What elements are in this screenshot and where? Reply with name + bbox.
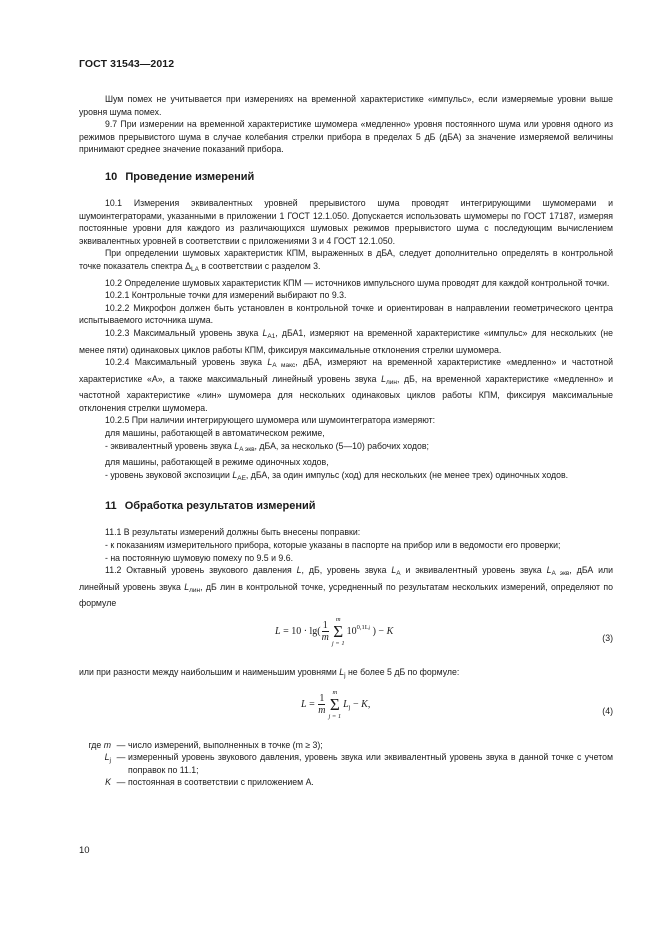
text-run: , дБА1, измеряют на временной характеристике «импульс» для нескольких (не менее пяти) одинаковых циклов работы КПМ, фиксируя максимальные отклонения стрелки шумомера. (79, 327, 613, 355)
paragraph: 10.2.5 При наличии интегрирующего шумомера или шумоинтегратора измеряют: (105, 415, 436, 426)
subscript: LA (190, 265, 199, 273)
symbol: L (381, 373, 386, 384)
denominator: m (318, 704, 326, 716)
paragraph (79, 440, 613, 457)
symbol: L (343, 698, 349, 710)
text-run: , дБ, на временной характеристике «медленно» и частотной характеристике «лин» шумомера для нескольких одинаковых циклов работы КПМ, фиксируя максимальные отклонения стрелки шумомера. (79, 373, 613, 413)
symbol: L (301, 698, 307, 710)
text-run: - эквивалентный уровень звука (105, 440, 235, 451)
paragraph: Шум помех не учитывается при измерениях на временной характеристике «импульс», если измеряемые уровни выше уровня шума помех. (79, 94, 613, 117)
exponent-text: 0,1L (356, 624, 369, 632)
paragraph: - на постоянную шумовую помеху по 9.5 и 9.6. (105, 552, 294, 563)
text-run: , дБА, измеряют на временной характеристике «медленно» и частотной характеристике «А», а также максимальный линейный уровень звука (79, 357, 613, 384)
numerator: 1 (319, 692, 325, 704)
text-run: - уровень звуковой экспозиции (105, 469, 233, 480)
symbol: K (105, 777, 111, 788)
symbol: L (232, 469, 238, 480)
summation (328, 689, 341, 720)
legend-symbol (79, 751, 114, 768)
paragraph: для машины, работающей в автоматическом режиме, (105, 428, 325, 439)
exponent-subscript: j (368, 626, 371, 632)
sum-upper: m (335, 616, 341, 623)
paragraph (79, 469, 613, 486)
paragraph (79, 247, 613, 276)
subscript: A экв (551, 570, 570, 578)
legend-row (79, 739, 613, 752)
symbol: K (386, 625, 394, 637)
symbol: L (546, 565, 552, 576)
symbol: L (262, 327, 268, 338)
subscript: A1 (267, 332, 276, 340)
symbol: L (104, 752, 110, 763)
document-body (79, 93, 613, 789)
text-run: , дБА, за несколько (5—10) рабочих ходов; (254, 440, 429, 451)
legend-symbol (79, 739, 114, 752)
subscript: j (344, 672, 346, 679)
paragraph (79, 356, 613, 414)
subscript: A макс (272, 362, 296, 370)
subscript: j (109, 757, 111, 765)
text-run: ) − (370, 625, 387, 637)
legend-dash: — (116, 777, 126, 788)
text-run: = 10 · lg( (280, 625, 321, 637)
legend-text: число измерений, выполненных в точке (m ≥ 3); (128, 739, 323, 750)
legend-text: измеренный уровень звукового давления, уровень звука или эквивалентный уровень звука в данной точке с учетом поправок по 11.1; (128, 752, 613, 775)
legend-prefix: где (88, 739, 104, 750)
text-run: , дБА или линейный уровень звука (79, 565, 613, 592)
text-run: 10.2.3 Максимальный уровень звука (105, 327, 263, 338)
symbol: L (391, 565, 397, 576)
legend-row (79, 776, 613, 789)
subscript: лин (189, 586, 201, 594)
paragraph: - к показаниям измерительного прибора, которые указаны в паспорте на прибор или в ведомости его проверки; (105, 540, 561, 551)
symbol: L (267, 357, 273, 368)
paragraph: 9.7 При измерении на временной характеристике шумомера «медленно» уровня постоянного шума или уровня одного из режимов прерывистого шума в случае колебания стрелки прибора в пределах 5 дБ (дБА) за значение измеряемой величины принимают среднее значение показаний прибора. (79, 119, 613, 155)
section-title: Проведение измерений (125, 170, 255, 183)
text-run: = (306, 698, 318, 710)
text-run: 10.2.4 Максимальный уровень звука (105, 357, 268, 368)
text-run: При определении шумовых характеристик КПМ, выраженных в дБА, следует дополнительно определять в контрольной точке показатель спектра Δ (79, 248, 613, 271)
text-run: − (350, 698, 362, 710)
paragraph: 10.1 Измерения эквивалентных уровней прерывистого шума проводят интегрирующими шумомерами и шумоинтеграторами, указанными в приложении 1 ГОСТ 12.1.050. Допускается использовать шумомеры по ГОСТ 17187, измеряя постоянные уровни для каждого из различающихся шумовых режимов прерывистого шума с последующим вычислением эквивалентных уровней в соответствии с приложениями 3 и 4 ГОСТ 12.1.050. (79, 197, 613, 246)
section-heading (105, 171, 613, 184)
text-run: не более 5 дБ по формуле: (345, 667, 460, 677)
paragraph: для машины, работающей в режиме одиночных ходов, (105, 457, 329, 468)
sum-upper: m (332, 688, 338, 696)
formula-expression (275, 616, 393, 647)
text-run: 11.2 Октавный уровень звукового давления (105, 565, 297, 576)
symbol: m (103, 739, 111, 750)
formula-expression (301, 689, 370, 720)
power-base: 10 (346, 625, 357, 637)
symbol: L (339, 667, 345, 677)
sigma-symbol: Σ (333, 622, 344, 641)
text-run: и эквивалентный уровень звука (400, 565, 547, 576)
text-run: в соответствии с разделом 3. (198, 260, 321, 271)
symbol: L (184, 581, 190, 592)
symbol: K (361, 698, 368, 710)
paragraph (79, 666, 613, 683)
subscript: лин (386, 378, 398, 386)
subscript: A экв (239, 445, 255, 453)
text-run: , (367, 698, 371, 710)
formula-4 (79, 689, 613, 733)
legend-dash: — (116, 739, 126, 750)
paragraph: 10.2.1 Контрольные точки для измерений выбирают по 9.3. (105, 290, 347, 301)
subscript: AE (237, 474, 246, 482)
sigma-symbol: Σ (329, 694, 340, 714)
sum-lower: j = 1 (331, 640, 345, 647)
symbol: L (296, 565, 302, 576)
sum-lower: j = 1 (328, 712, 342, 720)
fraction (318, 693, 325, 716)
subscript: j (348, 703, 351, 711)
legend-text: постоянная в соответствии с приложением А. (128, 777, 314, 788)
paragraph: 10.2.2 Микрофон должен быть установлен в контрольной точке и ориентирован в направлении геометрического центра испытываемого источника шума. (79, 302, 613, 326)
legend-symbol (79, 776, 114, 789)
summation (332, 616, 345, 647)
subscript: A (396, 570, 401, 578)
symbol: L (275, 625, 281, 637)
section-number: 10 (105, 170, 118, 183)
section-number: 11 (105, 500, 117, 513)
equation-number: (3) (602, 633, 613, 643)
formula-3 (79, 616, 613, 660)
numerator: 1 (322, 620, 328, 631)
paragraph (79, 327, 613, 356)
paragraph: 11.1 В результаты измерений должны быть внесены поправки: (105, 527, 361, 538)
paragraph: 10.2 Определение шумовых характеристик КПМ — источников импульсного шума проводят для каждой контрольной точки. (105, 277, 610, 288)
exponent (357, 624, 371, 631)
formula-legend (79, 739, 613, 789)
legend-row (79, 751, 613, 776)
equation-number: (4) (602, 705, 613, 716)
fraction (322, 620, 329, 643)
document-header: ГОСТ 31543—2012 (79, 58, 175, 70)
text-run: , дБ, уровень звука (301, 565, 392, 576)
legend-dash: — (116, 752, 126, 763)
page-number: 10 (79, 845, 90, 856)
denominator: m (321, 632, 329, 643)
text-run: , дБ лин в контрольной точке, усредненный по результатам нескольких измерений, определяют по формуле (79, 581, 613, 609)
section-heading (105, 500, 613, 513)
paragraph (79, 564, 613, 610)
section-title: Обработка результатов измерений (124, 500, 316, 513)
text-run: или при разности между наибольшим и наименьшим уровнями (79, 667, 340, 677)
symbol: L (234, 440, 240, 451)
text-run: , дБА, за один импульс (ход) для нескольких (не менее трех) одиночных ходов. (245, 469, 569, 480)
